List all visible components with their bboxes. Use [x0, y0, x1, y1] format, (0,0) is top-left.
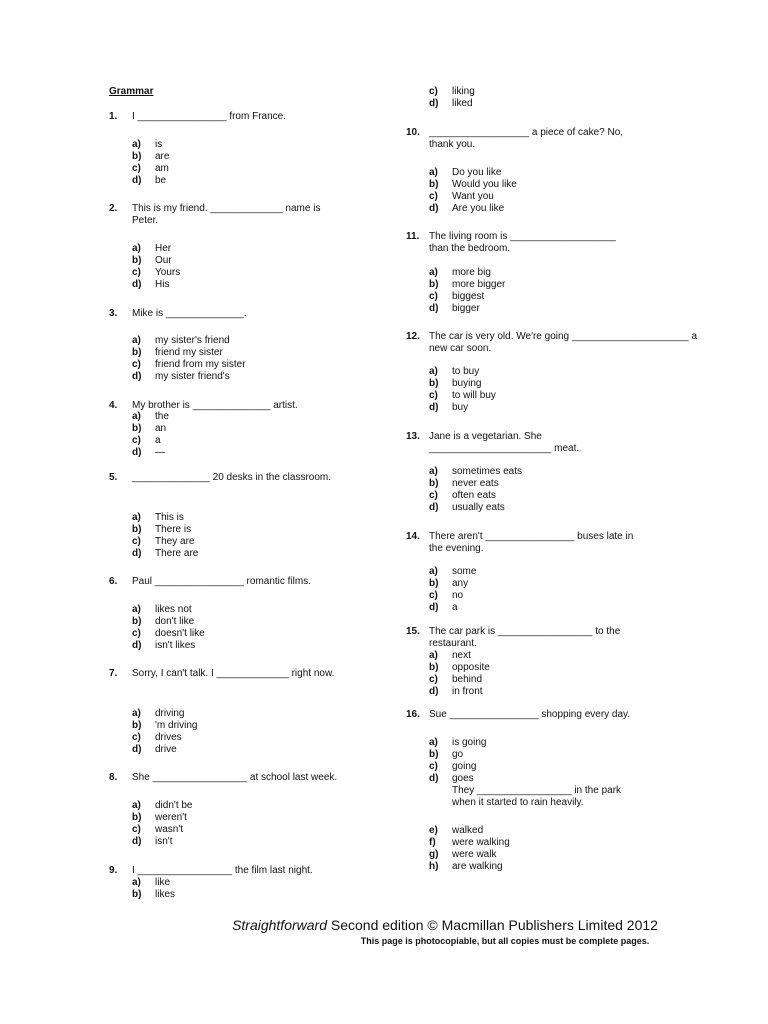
stem-line: Jane is a vegetarian. She — [429, 431, 542, 442]
option-text: wasn't — [155, 824, 184, 835]
option-text: — — [155, 447, 165, 458]
question-stem — [132, 111, 286, 123]
option-letter: b) — [132, 347, 142, 358]
option-letter: a) — [429, 650, 438, 661]
stem-line: Sorry, I can't talk. I _____________ right now. — [132, 668, 335, 679]
question-stem — [429, 231, 616, 255]
option-text: isn't likes — [155, 640, 196, 651]
option-text: friend from my sister — [155, 359, 246, 370]
option-text: Her — [155, 243, 172, 254]
option-letter: g) — [429, 849, 439, 860]
option-letter: b) — [132, 151, 142, 162]
stem-line: Peter. — [132, 215, 159, 226]
option-letter: d) — [429, 502, 439, 513]
option-text: were walk — [452, 849, 497, 860]
option-letter: b) — [429, 578, 439, 589]
option-text: weren't — [155, 812, 187, 823]
option-text: are — [155, 151, 170, 162]
stem-line: They _________________ in the park — [452, 785, 622, 796]
option-text: buying — [452, 378, 482, 389]
option-text: more bigger — [452, 279, 506, 290]
stem-line: restaurant. — [429, 638, 477, 649]
option-text: They are — [155, 536, 195, 547]
option-letter: b) — [132, 255, 142, 266]
option-letter: d) — [429, 773, 439, 784]
option-letter: b) — [132, 720, 142, 731]
option-letter: a) — [132, 243, 141, 254]
option-text: often eats — [452, 490, 496, 501]
question-number: 3. — [109, 308, 118, 319]
option-letter: a) — [429, 167, 438, 178]
stem-line: Mike is ______________. — [132, 308, 247, 319]
extra-question-stem — [452, 785, 621, 809]
option-letter: c) — [132, 824, 141, 835]
option-letter: a) — [132, 800, 141, 811]
option-text: liked — [452, 98, 473, 109]
option-letter: c) — [429, 86, 438, 97]
copyright-text: Second edition © Macmillan Publishers Limited 2012 — [327, 917, 658, 933]
stem-line: than the bedroom. — [429, 243, 511, 254]
option-letter: d) — [429, 203, 439, 214]
question-stem — [132, 308, 247, 320]
option-letter: f) — [429, 837, 436, 848]
option-letter: b) — [429, 279, 439, 290]
stem-line: when it started to rain heavily. — [452, 797, 584, 808]
question-number: 11. — [406, 231, 420, 242]
option-letter: b) — [429, 378, 439, 389]
option-letter: c) — [429, 191, 438, 202]
stem-line: Sue ________________ shopping every day. — [429, 709, 631, 720]
question-number: 2. — [109, 203, 118, 214]
option-text: goes — [452, 773, 474, 784]
option-letter: b) — [132, 524, 142, 535]
option-text: is going — [452, 737, 487, 748]
question-number: 13. — [406, 431, 420, 442]
option-letter: c) — [132, 536, 141, 547]
option-letter: a) — [132, 139, 141, 150]
option-letter: d) — [132, 744, 142, 755]
stem-line: ______________________ meat. — [429, 443, 580, 454]
option-letter: c) — [132, 628, 141, 639]
option-text: drive — [155, 744, 177, 755]
option-text: in front — [452, 686, 483, 697]
question-number: 14. — [406, 531, 420, 542]
copyright-line — [225, 917, 665, 933]
option-text: This is — [155, 512, 184, 523]
question-number: 10. — [406, 127, 420, 138]
question-number: 7. — [109, 668, 118, 679]
option-text: an — [155, 423, 167, 434]
option-text: my sister friend's — [155, 371, 230, 382]
option-text: friend my sister — [155, 347, 223, 358]
option-letter: d) — [132, 175, 142, 186]
option-text: to buy — [452, 366, 480, 377]
option-text: no — [452, 590, 464, 601]
question-number: 1. — [109, 111, 118, 122]
option-letter: c) — [132, 435, 141, 446]
option-letter: b) — [132, 616, 142, 627]
question-number: 15. — [406, 626, 420, 637]
photocopy-note: This page is photocopiable, but all copies must be complete pages. — [360, 936, 650, 946]
option-letter: d) — [132, 279, 142, 290]
option-text: driving — [155, 708, 185, 719]
question-number: 12. — [406, 331, 420, 342]
question-number: 6. — [109, 576, 118, 587]
stem-line: The car park is _________________ to the — [429, 626, 621, 637]
option-text: Would you like — [452, 179, 517, 190]
option-letter: a) — [429, 566, 438, 577]
option-letter: a) — [429, 267, 438, 278]
question-stem — [132, 576, 311, 588]
option-letter: e) — [429, 825, 438, 836]
option-text: 'm driving — [155, 720, 198, 731]
question-stem — [429, 626, 620, 650]
question-stem — [132, 203, 320, 227]
option-text: don't like — [155, 616, 195, 627]
stem-line: The living room is ___________________ — [429, 231, 616, 242]
option-letter: a) — [132, 411, 141, 422]
section-heading: Grammar — [109, 86, 154, 97]
option-text: bigger — [452, 303, 480, 314]
option-text: Yours — [155, 267, 181, 278]
stem-line: My brother is ______________ artist. — [132, 400, 298, 411]
option-letter: b) — [132, 423, 142, 434]
question-stem — [429, 709, 630, 721]
option-letter: d) — [132, 447, 142, 458]
stem-line: thank you. — [429, 139, 476, 150]
option-text: go — [452, 749, 464, 760]
book-title: Straightforward — [232, 917, 327, 933]
option-text: am — [155, 163, 169, 174]
stem-line: new car soon. — [429, 343, 492, 354]
option-text: There are — [155, 548, 199, 559]
option-text: isn't — [155, 836, 173, 847]
question-stem — [429, 431, 579, 455]
option-text: walked — [452, 825, 484, 836]
option-text: a — [452, 602, 458, 613]
option-text: His — [155, 279, 170, 290]
question-stem — [132, 865, 313, 877]
option-letter: d) — [429, 686, 439, 697]
stem-line: The car is very old. We're going _____________________ a — [429, 331, 698, 342]
option-text: next — [452, 650, 471, 661]
option-text: buy — [452, 402, 469, 413]
option-text: sometimes eats — [452, 466, 523, 477]
option-text: opposite — [452, 662, 490, 673]
option-text: usually eats — [452, 502, 505, 513]
option-letter: h) — [429, 861, 439, 872]
option-text: any — [452, 578, 469, 589]
question-stem — [132, 472, 331, 484]
option-letter: a) — [132, 335, 141, 346]
option-letter: c) — [429, 291, 438, 302]
option-text: Want you — [452, 191, 494, 202]
option-text: doesn't like — [155, 628, 205, 639]
option-text: are walking — [452, 861, 503, 872]
stem-line: ______________ 20 desks in the classroom. — [132, 472, 332, 483]
option-text: Our — [155, 255, 172, 266]
option-letter: c) — [429, 390, 438, 401]
option-text: some — [452, 566, 477, 577]
option-text: more big — [452, 267, 491, 278]
option-text: didn't be — [155, 800, 193, 811]
option-text: be — [155, 175, 167, 186]
option-letter: c) — [429, 590, 438, 601]
option-letter: a) — [429, 366, 438, 377]
question-number: 16. — [406, 709, 420, 720]
question-stem — [132, 668, 334, 680]
question-number: 8. — [109, 772, 118, 783]
question-number: 4. — [109, 400, 118, 411]
option-letter: c) — [429, 761, 438, 772]
option-text: to will buy — [452, 390, 496, 401]
option-letter: d) — [429, 402, 439, 413]
option-letter: b) — [429, 749, 439, 760]
option-letter: d) — [132, 640, 142, 651]
stem-line: There aren't ________________ buses late in — [429, 531, 634, 542]
stem-line: This is my friend. _____________ name is — [132, 203, 321, 214]
option-letter: a) — [429, 466, 438, 477]
option-letter: b) — [429, 179, 439, 190]
option-letter: a) — [132, 708, 141, 719]
question-stem — [132, 772, 337, 784]
option-text: never eats — [452, 478, 499, 489]
option-text: Are you like — [452, 203, 505, 214]
option-letter: a) — [132, 512, 141, 523]
question-number: 9. — [109, 865, 118, 876]
question-stem — [429, 127, 623, 151]
stem-line: She _________________ at school last week. — [132, 772, 338, 783]
option-letter: c) — [429, 490, 438, 501]
option-letter: b) — [429, 662, 439, 673]
option-letter: b) — [132, 812, 142, 823]
option-text: a — [155, 435, 161, 446]
stem-line: the evening. — [429, 543, 484, 554]
option-text: my sister's friend — [155, 335, 230, 346]
option-text: likes — [155, 889, 176, 900]
option-letter: d) — [429, 602, 439, 613]
question-stem — [429, 331, 697, 355]
stem-line: I _________________ the film last night. — [132, 865, 313, 876]
option-text: the — [155, 411, 169, 422]
option-letter: d) — [132, 836, 142, 847]
option-letter: c) — [132, 732, 141, 743]
option-text: is — [155, 139, 163, 150]
option-text: liking — [452, 86, 475, 97]
option-text: likes not — [155, 604, 192, 615]
stem-line: I ________________ from France. — [132, 111, 286, 122]
option-letter: a) — [132, 604, 141, 615]
option-letter: d) — [429, 303, 439, 314]
option-letter: c) — [132, 359, 141, 370]
option-text: going — [452, 761, 477, 772]
option-text: like — [155, 877, 171, 888]
option-text: Do you like — [452, 167, 502, 178]
option-text: were walking — [452, 837, 510, 848]
question-stem — [429, 531, 633, 555]
option-letter: d) — [429, 98, 439, 109]
option-letter: c) — [429, 674, 438, 685]
option-letter: c) — [132, 163, 141, 174]
option-text: biggest — [452, 291, 485, 302]
question-number: 5. — [109, 472, 118, 483]
stem-line: Paul ________________ romantic films. — [132, 576, 312, 587]
option-letter: c) — [132, 267, 141, 278]
option-letter: b) — [132, 889, 142, 900]
option-letter: d) — [132, 548, 142, 559]
option-letter: a) — [132, 877, 141, 888]
option-text: drives — [155, 732, 182, 743]
option-text: behind — [452, 674, 483, 685]
option-letter: a) — [429, 737, 438, 748]
option-letter: d) — [132, 371, 142, 382]
stem-line: __________________ a piece of cake? No, — [429, 127, 624, 138]
option-text: There is — [155, 524, 192, 535]
option-letter: b) — [429, 478, 439, 489]
